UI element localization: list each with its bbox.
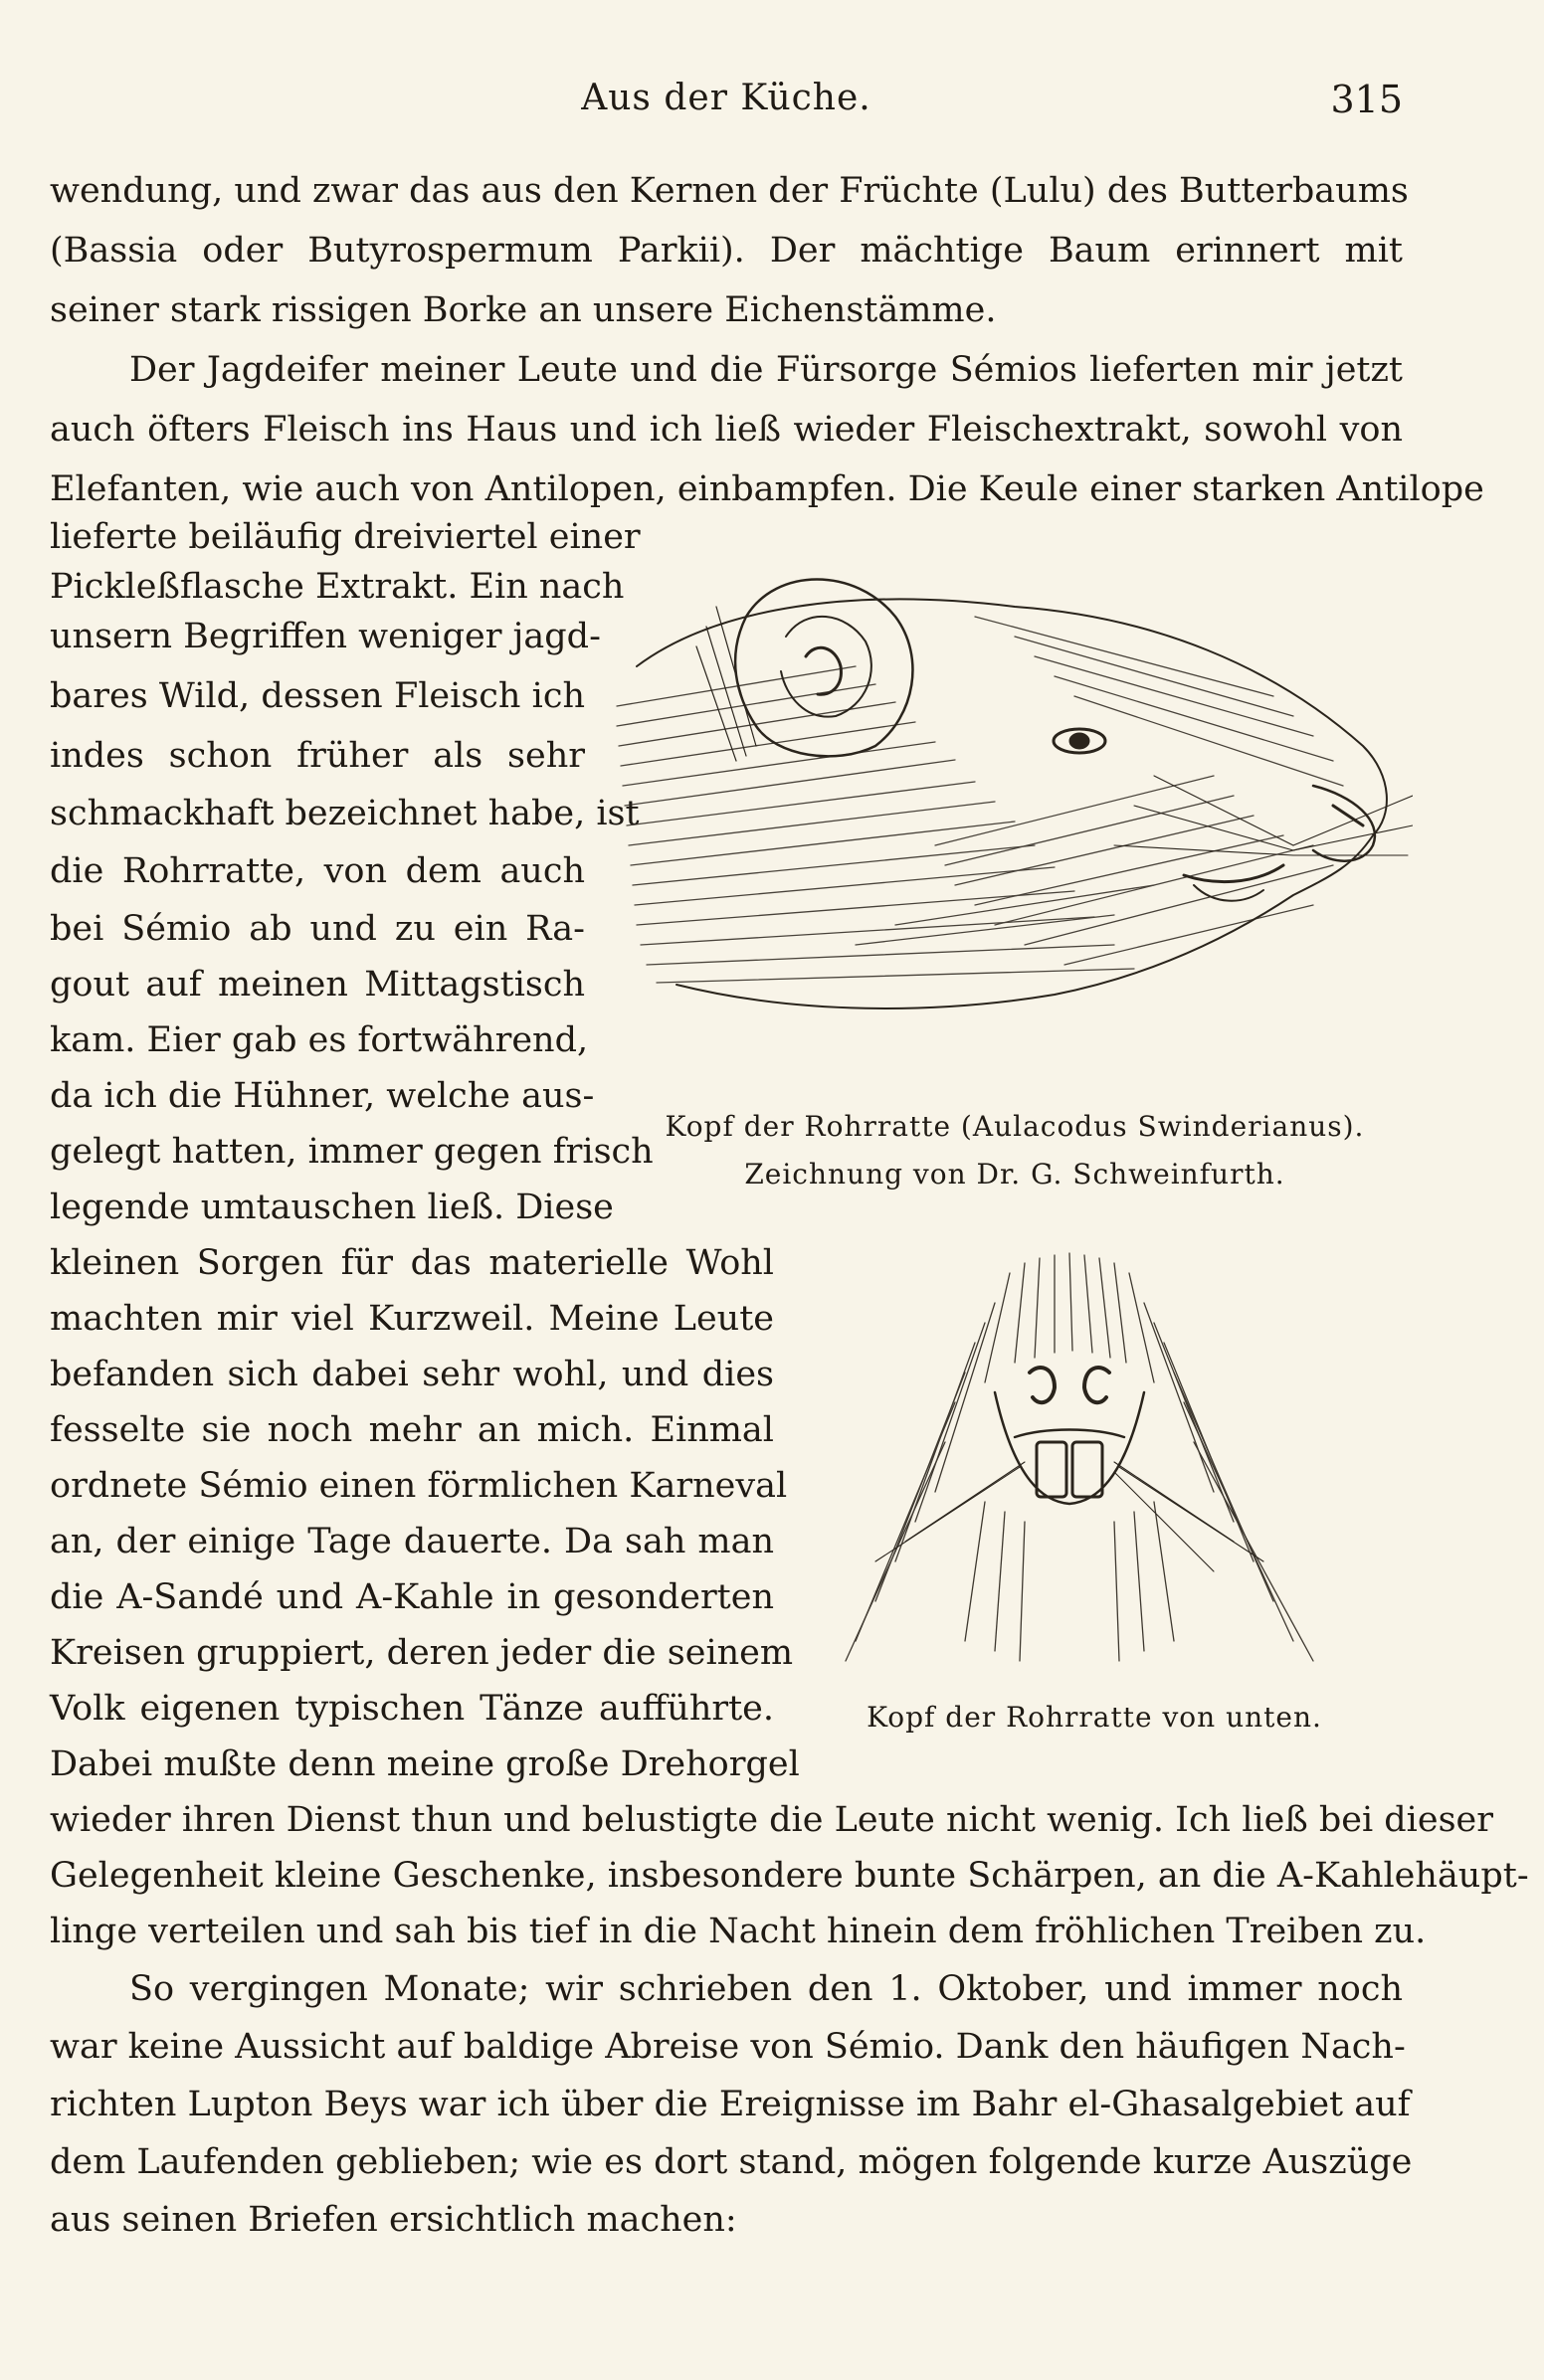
text-line: Der Jagdeifer meiner Leute und die Fürsorge Sémios lieferten mir jetzt [129, 350, 1403, 390]
page-number: 315 [1330, 78, 1403, 121]
text-line: schmackhaft bezeichnet habe, ist [50, 794, 640, 833]
text-line: die A-Sandé und A-Kahle in gesonderten [50, 1577, 774, 1617]
text-line: bei Sémio ab und zu ein Ra- [50, 909, 585, 949]
text-line: Dabei mußte denn meine große Drehorgel [50, 1744, 800, 1784]
text-line: dem Laufenden geblieben; wie es dort stand, mögen folgende kurze Auszüge [50, 2142, 1413, 2182]
text-line: Volk eigenen typischen Tänze aufführte. [50, 1689, 774, 1729]
text-line: (Bassia oder Butyrospermum Parkii). Der mächtige Baum erinnert mit [50, 231, 1403, 271]
text-line: wendung, und zwar das aus den Kernen der Früchte (Lulu) des Butterbaums [50, 171, 1409, 211]
text-line: gelegt hatten, immer gegen frisch [50, 1132, 654, 1172]
text-line: indes schon früher als sehr [50, 736, 585, 776]
text-line: auch öfters Fleisch ins Haus und ich ließ wieder Fleischextrakt, sowohl von [50, 410, 1403, 450]
text-line: Gelegenheit kleine Geschenke, insbesondere bunte Schärpen, an die A-Kahlehäupt- [50, 1856, 1529, 1896]
text-line: ordnete Sémio einen förmlichen Karneval [50, 1466, 788, 1506]
text-line: war keine Aussicht auf baldige Abreise von Sémio. Dank den häufigen Nach- [50, 2027, 1406, 2067]
figure-rat-head-below [816, 1243, 1373, 1681]
text-line: linge verteilen und sah bis tief in die Nacht hinein dem fröhlichen Treiben zu. [50, 1912, 1427, 1951]
text-line: an, der einige Tage dauerte. Da sah man [50, 1522, 774, 1561]
figure-caption-line-2: Zeichnung von Dr. G. Schweinfurth. [744, 1158, 1285, 1190]
text-line: wieder ihren Dienst thun und belustigte die Leute nicht wenig. Ich ließ bei dieser [50, 1800, 1493, 1840]
text-line: da ich die Hühner, welche aus- [50, 1076, 595, 1116]
text-line: richten Lupton Beys war ich über die Ereignisse im Bahr el-Ghasalgebiet auf [50, 2085, 1411, 2124]
text-line: Elefanten, wie auch von Antilopen, einbampfen. Die Keule einer starken Antilope [50, 469, 1484, 509]
text-line: lieferte beiläufig dreiviertel einer [50, 517, 641, 557]
text-line: So vergingen Monate; wir schrieben den 1. Oktober, und immer noch [129, 1969, 1403, 2009]
rat-head-below-illustration [816, 1243, 1373, 1681]
text-line: seiner stark rissigen Borke an unsere Eichenstämme. [50, 290, 997, 330]
text-line: machten mir viel Kurzweil. Meine Leute [50, 1299, 774, 1339]
text-line: legende umtauschen ließ. Diese [50, 1188, 614, 1227]
text-line: fesselte sie noch mehr an mich. Einmal [50, 1410, 774, 1450]
text-line: die Rohrratte, von dem auch [50, 851, 585, 891]
rat-head-side-illustration [597, 547, 1413, 1104]
text-line: befanden sich dabei sehr wohl, und dies [50, 1355, 774, 1394]
figure-caption-line-1: Kopf der Rohrratte (Aulacodus Swinderianus). [665, 1110, 1365, 1143]
text-line: kleinen Sorgen für das materielle Wohl [50, 1243, 774, 1283]
text-line: aus seinen Briefen ersichtlich machen: [50, 2200, 737, 2240]
text-line: Pickleßflasche Extrakt. Ein nach [50, 567, 625, 607]
figure-rat-head-side [597, 547, 1413, 1104]
text-line: Kreisen gruppiert, deren jeder die seinem [50, 1633, 794, 1673]
figure-caption-below: Kopf der Rohrratte von unten. [867, 1701, 1322, 1734]
text-line: gout auf meinen Mittagstisch [50, 965, 585, 1005]
page-header [50, 78, 1403, 137]
text-line: unsern Begriffen weniger jagd- [50, 617, 601, 656]
text-line: bares Wild, dessen Fleisch ich [50, 676, 585, 716]
text-line: kam. Eier gab es fortwährend, [50, 1020, 589, 1060]
running-title: Aus der Küche. [581, 78, 871, 118]
